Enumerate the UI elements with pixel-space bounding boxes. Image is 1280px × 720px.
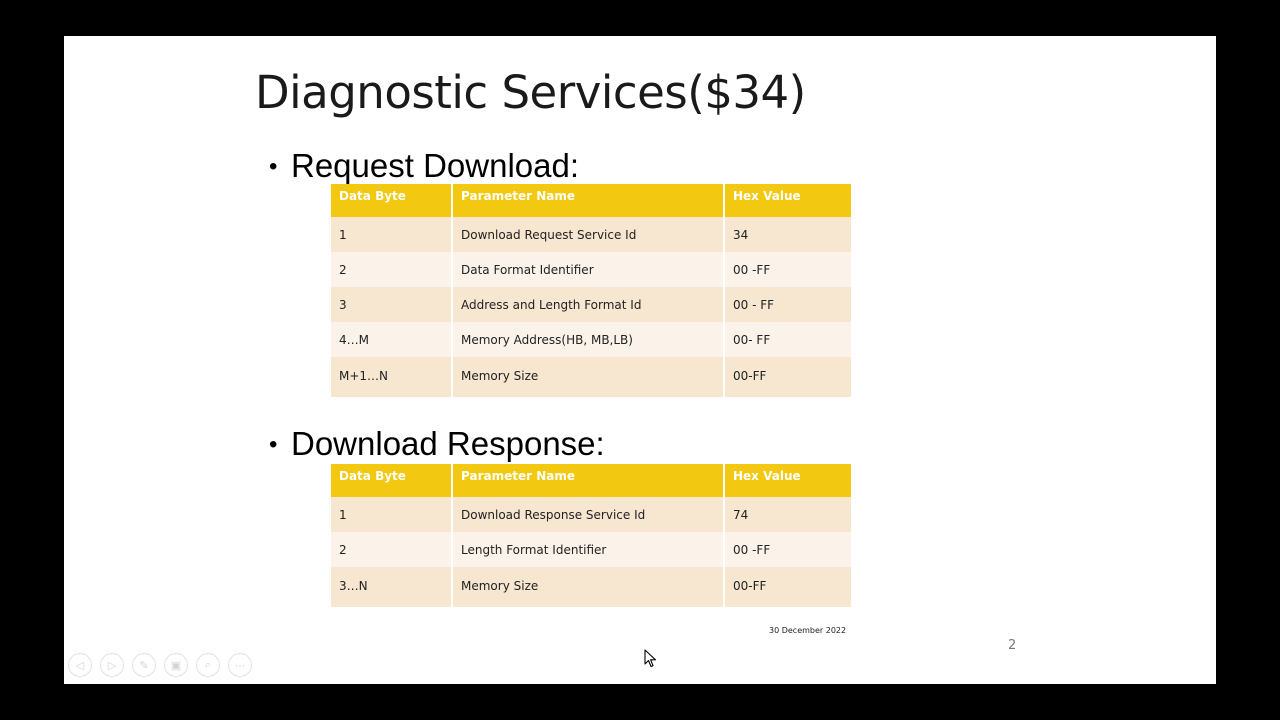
cell-parameter-name: Memory Address(HB, MB,LB)	[452, 322, 724, 357]
cell-parameter-name: Memory Size	[452, 357, 724, 397]
table-row	[331, 217, 851, 252]
header-hex-value: Hex Value	[724, 464, 851, 497]
table-row	[331, 497, 851, 532]
header-parameter-name: Parameter Name	[452, 464, 724, 497]
header-data-byte: Data Byte	[331, 184, 452, 217]
cell-hex-value: 00 -FF	[724, 252, 851, 287]
header-data-byte: Data Byte	[331, 464, 452, 497]
bullet-icon: •	[269, 431, 278, 458]
cell-hex-value: 34	[724, 217, 851, 252]
cell-parameter-name: Memory Size	[452, 567, 724, 607]
cell-data-byte: 1	[331, 497, 452, 532]
more-icon[interactable]: ⋯	[228, 653, 252, 677]
header-hex-value: Hex Value	[724, 184, 851, 217]
cell-data-byte: 4…M	[331, 322, 452, 357]
mouse-cursor-icon	[644, 649, 658, 669]
bullet-icon: •	[269, 153, 278, 180]
slide-date: 30 December 2022	[769, 626, 847, 635]
page-number: 2	[1008, 638, 1017, 653]
zoom-icon[interactable]: ⌕	[196, 653, 220, 677]
request-heading	[269, 147, 579, 185]
previous-icon[interactable]: ◁	[68, 653, 92, 677]
table-row	[331, 252, 851, 287]
table-row	[331, 357, 851, 397]
slides-icon[interactable]: ▣	[164, 653, 188, 677]
response-table	[331, 464, 851, 607]
table-row	[331, 532, 851, 567]
cell-parameter-name: Download Response Service Id	[452, 497, 724, 532]
slide-title: Diagnostic Services($34)	[255, 66, 806, 119]
cell-hex-value: 74	[724, 497, 851, 532]
slide	[64, 36, 1216, 684]
header-parameter-name: Parameter Name	[452, 184, 724, 217]
response-heading	[269, 425, 605, 463]
cell-data-byte: 1	[331, 217, 452, 252]
cell-data-byte: M+1…N	[331, 357, 452, 397]
table-row	[331, 322, 851, 357]
response-heading-text: Download Response:	[291, 425, 605, 462]
table-header-row	[331, 464, 851, 497]
cell-data-byte: 3	[331, 287, 452, 322]
cell-data-byte: 2	[331, 252, 452, 287]
cell-hex-value: 00 - FF	[724, 287, 851, 322]
presenter-toolbar	[68, 653, 252, 677]
cell-parameter-name: Data Format Identifier	[452, 252, 724, 287]
cell-hex-value: 00- FF	[724, 322, 851, 357]
request-table	[331, 184, 851, 397]
pen-icon[interactable]: ✎	[132, 653, 156, 677]
cell-parameter-name: Length Format Identifier	[452, 532, 724, 567]
cell-parameter-name: Download Request Service Id	[452, 217, 724, 252]
cell-data-byte: 2	[331, 532, 452, 567]
cell-hex-value: 00 -FF	[724, 532, 851, 567]
next-icon[interactable]: ▷	[100, 653, 124, 677]
cell-hex-value: 00-FF	[724, 357, 851, 397]
table-row	[331, 287, 851, 322]
cell-data-byte: 3…N	[331, 567, 452, 607]
request-heading-text: Request Download:	[291, 147, 580, 184]
cell-hex-value: 00-FF	[724, 567, 851, 607]
table-header-row	[331, 184, 851, 217]
cell-parameter-name: Address and Length Format Id	[452, 287, 724, 322]
table-row	[331, 567, 851, 607]
